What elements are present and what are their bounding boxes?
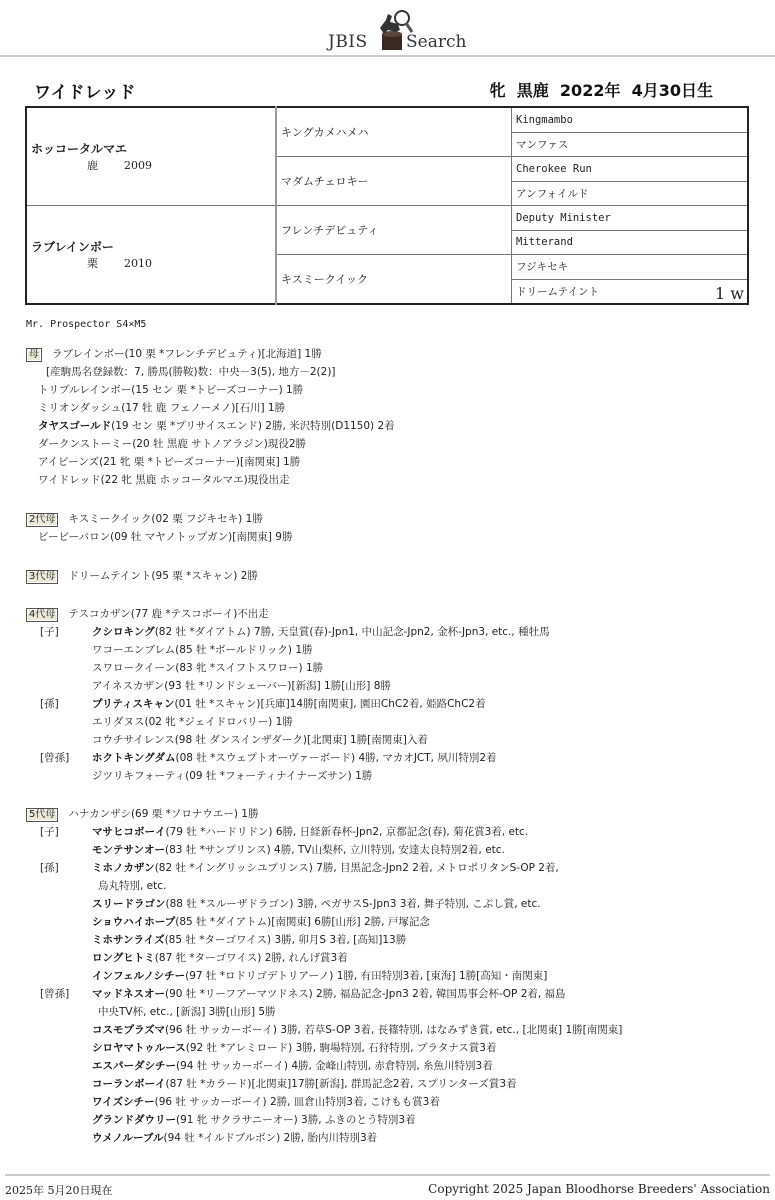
offspring-name[interactable]: ワイドレッド [38, 474, 101, 486]
descendant-detail: (85 牡 *ダイアトム)[南関東] 6勝[山形] 2勝, 戸塚記念 [175, 916, 430, 928]
descendant-detail: (92 牡 *アレミロード) 3勝, 駒場特別, 石狩特別, プラタナス賞3着 [185, 1042, 497, 1054]
offspring-detail: (15 セン 栗 *トビーズコーナー) 1勝 [131, 384, 304, 396]
gen2-dam-section [26, 510, 292, 546]
table-row [26, 713, 550, 731]
sire-color: 鹿 [87, 159, 98, 172]
descendant-name[interactable]: ジツリキフォーティ [92, 770, 186, 782]
descendant-detail: (88 牡 *スルーザドラゴン) 3勝, ペガサスS-Jpn3 3着, 舞子特別, こぶし賞, etc. [165, 898, 541, 910]
generation-label: [孫] [40, 862, 59, 874]
gen4-dam-section [26, 605, 550, 785]
pedigree-gen3-cell[interactable]: マンファス [512, 132, 749, 157]
table-row [26, 949, 622, 967]
descendant-name[interactable]: エリダヌス [92, 716, 145, 728]
gen5-dam-head: ハナカンザシ(69 栗 *ソロナウエー) 1勝 [68, 808, 259, 820]
table-row [26, 841, 622, 859]
pedigree-gen2-cell[interactable]: フレンチデピュティ [276, 206, 512, 255]
pedigree-gen3-name[interactable]: ドリームテイント [516, 285, 600, 298]
jbis-search-logo[interactable] [328, 8, 467, 52]
descendant-detail: (93 牡 *リンドシェーバー)[新潟] 1勝[山形] 8勝 [164, 680, 391, 692]
pedigree-table [25, 106, 749, 305]
dam-badge: 母 [26, 348, 42, 362]
gen4-dam-head: テスコカザン(77 鹿 *テスコボーイ)不出走 [68, 608, 269, 620]
descendant-name[interactable]: ロングヒトミ [92, 952, 155, 964]
table-row [26, 1075, 622, 1093]
list-item [26, 381, 395, 399]
generation-label: [曾孫] [40, 752, 70, 764]
descendant-name[interactable]: ホクトキングダム [92, 752, 176, 764]
descendant-detail: (83 牝 *スイフトスワロー) 1勝 [175, 662, 324, 674]
generation-label: [子] [40, 826, 59, 838]
generation-label: [曾孫] [40, 988, 70, 1000]
dam-year: 2010 [124, 257, 152, 270]
pedigree-gen3-cell[interactable]: Cherokee Run [512, 157, 749, 182]
table-row [26, 749, 550, 767]
descendant-detail: (82 牡 *イングリッシユプリンス) 7勝, 目黒記念-Jpn2 2着, メトロポリタンS-OP 2着, [154, 862, 559, 874]
list-item [26, 399, 395, 417]
descendant-detail: (87 牝 *ターゴワイス) 2勝, れんげ賞3着 [154, 952, 348, 964]
table-row [26, 1093, 622, 1111]
dam-stats: [産駒馬名登録数：7, 勝馬(勝鞍)数：中央－3(5), 地方－2(2)] [46, 366, 336, 378]
gen4-dam-badge: 4代母 [26, 608, 58, 622]
descendant-detail: (09 牡 *フォーティナイナーズサン) 1勝 [185, 770, 373, 782]
descendant-name[interactable]: コーランボーイ [92, 1078, 166, 1090]
footer-divider [5, 1174, 770, 1176]
offspring-name[interactable]: ミリオンダッシュ [38, 402, 122, 414]
offspring-detail: (22 牝 黒鹿 ホッコータルマエ)現役出走 [100, 474, 290, 486]
logo-text-jbis: JBIS [328, 32, 368, 52]
horse-name: ワイドレッド [34, 83, 136, 103]
table-row [26, 623, 550, 641]
descendant-name[interactable]: コウチサイレンス [92, 734, 175, 746]
table-row [26, 967, 622, 985]
descendant-name[interactable]: モンテサンオー [92, 844, 165, 856]
descendant-name[interactable]: ワイズシチー [92, 1096, 155, 1108]
descendant-name[interactable]: ミホノカザン [92, 862, 155, 874]
descendant-name[interactable]: コスモプラズマ [92, 1024, 165, 1036]
gen3-dam-badge: 3代母 [26, 570, 58, 584]
gen2-dam-head: キスミークイック(02 栗 フジキセキ) 1勝 [68, 513, 263, 525]
list-item [26, 471, 395, 489]
pedigree-gen2-cell[interactable]: キスミークイック [276, 255, 512, 305]
offspring-name[interactable]: タヤスゴールド [38, 420, 112, 432]
descendant-name[interactable]: マサヒコボーイ [92, 826, 166, 838]
dam-section [26, 345, 395, 489]
table-row [26, 659, 550, 677]
table-row [26, 859, 622, 877]
dam-name[interactable]: ラブレインボー [31, 240, 114, 254]
pedigree-gen3-cell[interactable]: Deputy Minister [512, 206, 749, 231]
table-row [26, 677, 550, 695]
table-row [26, 641, 550, 659]
descendant-name[interactable]: グランドダウリー [92, 1114, 176, 1126]
horse-info: 牝 黒鹿 2022年 4月30日生 [489, 81, 713, 100]
table-row [26, 1111, 622, 1129]
offspring-detail: (20 牡 黒鹿 サトノアラジン)現役2勝 [132, 438, 307, 450]
descendant-detail: (97 牡 *ロドリゴデトリアーノ) 1勝, 有田特別3着, [東海] 1勝[高知・南関東] [185, 970, 548, 982]
table-row [26, 1129, 622, 1147]
descendant-detail: (85 牡 *ターゴワイス) 3勝, 卯月S 3着, [高知]13勝 [164, 934, 407, 946]
pedigree-gen3-cell-last [512, 279, 749, 304]
dam-cell [26, 206, 276, 305]
header-divider [0, 55, 775, 57]
offspring-name[interactable]: トリプルレインボー [38, 384, 132, 396]
pedigree-gen3-cell[interactable]: フジキセキ [512, 255, 749, 280]
offspring-name[interactable]: ダークンストーミー [38, 438, 133, 450]
table-row [26, 695, 550, 713]
offspring-detail: (21 牝 栗 *トビーズコーナー)[南関東] 1勝 [99, 456, 301, 468]
gen3-dam-section [26, 567, 258, 585]
descendant-name[interactable]: ショウハイホープ [92, 916, 176, 928]
list-item [26, 435, 395, 453]
table-row [26, 895, 622, 913]
gen4-descendants [26, 623, 550, 785]
descendant-detail: (82 牡 *ダイアトム) 7勝, 天皇賞(春)-Jpn1, 中山記念-Jpn2, 金杯-Jpn3, etc., 種牡馬 [154, 626, 550, 638]
descendant-name[interactable]: プリティスキャン [92, 698, 175, 710]
offspring-detail: (17 牡 鹿 フェノーメノ)[石川] 1勝 [121, 402, 286, 414]
table-row [26, 1021, 622, 1039]
gen5-dam-badge: 5代母 [26, 808, 58, 822]
table-row [26, 913, 622, 931]
descendant-detail: (98 牡 ダンスインザダーク)[北関東] 1勝[南関東]入着 [174, 734, 428, 746]
dam-color: 栗 [87, 257, 98, 270]
dam-offspring-list [26, 381, 395, 489]
gen5-dam-section [26, 805, 622, 1147]
pedigree-gen3-cell[interactable]: Mitterand [512, 230, 749, 255]
pedigree-gen3-cell[interactable]: Kingmambo [512, 107, 749, 132]
table-row [26, 1039, 622, 1057]
descendant-detail: (01 牡 *スキャン)[兵庫]14勝[南関東], 園田ChC2着, 姫路ChC2着 [174, 698, 486, 710]
descendant-detail: (79 牡 *ハードリドン) 6勝, 日経新春杯-Jpn2, 京都記念(春), 菊花賞3着, etc. [165, 826, 529, 838]
offspring-name[interactable]: アイビーンズ [38, 456, 100, 468]
dam-head: ラブレインボー(10 栗 *フレンチデピュティ)[北海道] 1勝 [52, 348, 322, 360]
descendant-name[interactable]: アイネスカザン [92, 680, 165, 692]
descendant-name[interactable]: スワロークイーン [92, 662, 176, 674]
descendant-detail: (96 牡 サッカーボーイ) 3勝, 若草S-OP 3着, 長篠特別, はなみずき賞, etc., [北関東] 1勝[南関東] [164, 1024, 623, 1036]
descendant-detail-cont: 烏丸特別, etc. [98, 880, 167, 892]
list-item [26, 417, 395, 435]
table-row [26, 1057, 622, 1075]
pedigree-gen2-cell[interactable]: マダムチェロキー [276, 157, 512, 206]
descendant-detail: (08 牡 *スウェプトオーヴァーボード) 4勝, マカオJCT, 夙川特別2着 [175, 752, 497, 764]
gen2-dam-badge: 2代母 [26, 513, 58, 527]
generation-label: [孫] [40, 698, 59, 710]
descendant-detail: (02 牝 *ジェイドロバリー) 1勝 [144, 716, 293, 728]
family-number: 1 w [715, 284, 744, 303]
descendant-name[interactable]: インフェルノシチー [92, 970, 186, 982]
table-row [26, 731, 550, 749]
offspring-detail: (19 セン 栗 *プリサイスエンド) 2勝, 米沢特別(D1150) 2着 [111, 420, 395, 432]
descendant-name[interactable]: マッドネスオー [92, 988, 165, 1000]
copyright: Copyright 2025 Japan Bloodhorse Breeders' Association [428, 1182, 770, 1196]
sire-year: 2009 [124, 159, 152, 172]
descendant-name[interactable]: エスパーダシチー [92, 1060, 176, 1072]
descendant-name[interactable]: ウメノルーブル [92, 1132, 164, 1144]
logo-text-search: Search [406, 32, 467, 52]
descendant-name[interactable]: スリードラゴン [92, 898, 166, 910]
table-row [26, 823, 622, 841]
descendant-detail: (90 牡 *リーフアーマツドネス) 2勝, 福島記念-Jpn3 2着, 韓国馬事会杯-OP 2着, 福島 [164, 988, 566, 1000]
descendant-detail: (87 牡 *カラード)[北関東]17勝[新潟], 群馬記念2着, スプリンターズ賞3着 [165, 1078, 517, 1090]
descendant-detail: (91 牝 サクラサニーオー) 3勝, ふきのとう特別3着 [176, 1114, 416, 1126]
descendant-name[interactable]: シロヤマトゥルース [92, 1042, 186, 1054]
gen3-dam-head: ドリームテイント(95 栗 *スキャン) 2勝 [68, 570, 258, 582]
descendant-detail: (94 牡 *イルドブルボン) 2勝, 胎内川特別3着 [163, 1132, 378, 1144]
list-item [26, 453, 395, 471]
sire-name[interactable]: ホッコータルマエ [31, 142, 128, 156]
inbreeding-cross: Mr. Prospector S4×M5 [26, 319, 147, 330]
sire-cell [26, 107, 276, 206]
gen5-descendants [26, 823, 622, 1147]
descendant-detail: (96 牡 サッカーボーイ) 2勝, 皿倉山特別3着, こけもも賞3着 [154, 1096, 440, 1108]
pedigree-gen3-cell[interactable]: アンフォイルド [512, 181, 749, 206]
descendant-name[interactable]: クシロキング [92, 626, 155, 638]
generation-label: [子] [40, 626, 59, 638]
descendant-detail: (85 牡 *ボールドリック) 1勝 [175, 644, 313, 656]
table-row [26, 985, 622, 1003]
list-item[interactable]: ビービーバロン(09 牡 マヤノトップガン)[南関東] 9勝 [38, 531, 293, 543]
descendant-name[interactable]: ワコーエンブレム [92, 644, 176, 656]
table-row [26, 931, 622, 949]
descendant-detail: (83 牡 *サンプリンス) 4勝, TV山梨杯, 立川特別, 安達太良特別2着, etc. [164, 844, 505, 856]
as-of-date: 2025年 5月20日現在 [5, 1184, 113, 1197]
table-row [26, 767, 550, 785]
descendant-detail: (94 牡 サッカーボーイ) 4勝, 金峰山特別, 赤倉特別, 糸魚川特別3着 [176, 1060, 493, 1072]
descendant-name[interactable]: ミホサンライズ [92, 934, 165, 946]
descendant-detail-cont: 中央TV杯, etc., [新潟] 3勝[山形] 5勝 [98, 1006, 276, 1018]
pedigree-gen2-cell[interactable]: キングカメハメハ [276, 107, 512, 157]
